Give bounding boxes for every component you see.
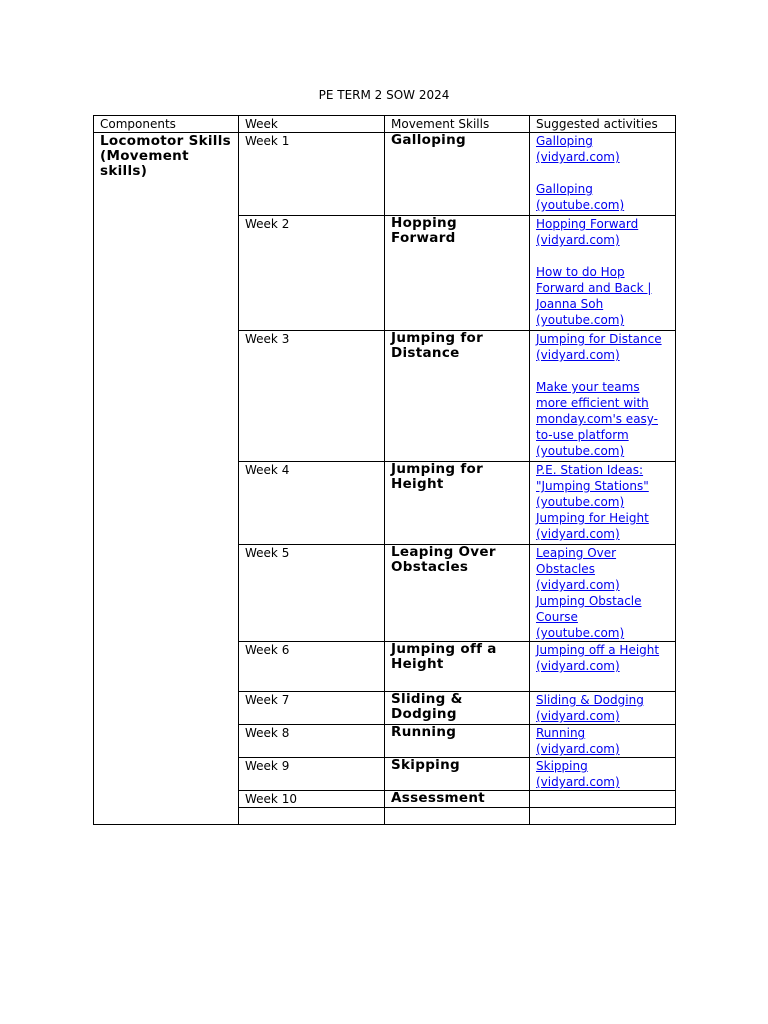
week-cell: Week 1	[239, 133, 385, 216]
activity-link[interactable]: How to do Hop Forward and Back | Joanna Soh (youtube.com)	[536, 265, 652, 327]
week-cell: Week 4	[239, 462, 385, 545]
skill-cell	[385, 216, 530, 331]
activities-cell	[530, 725, 676, 758]
activity-link[interactable]: Galloping (youtube.com)	[536, 182, 625, 212]
skill-label: Sliding & Dodging	[391, 691, 463, 722]
week-cell: Week 8	[239, 725, 385, 758]
skill-label: Galloping	[391, 132, 466, 148]
header-suggested-activities: Suggested activities	[530, 116, 676, 133]
activity-link[interactable]: P.E. Station Ideas: "Jumping Stations" (youtube.com)	[536, 463, 649, 509]
skill-cell-empty	[385, 808, 530, 825]
week-cell: Week 2	[239, 216, 385, 331]
skill-cell	[385, 545, 530, 642]
skill-label: Jumping for Distance	[391, 330, 484, 361]
activity-link[interactable]: Leaping Over Obstacles (vidyard.com)	[536, 546, 620, 592]
activity-link[interactable]: Hopping Forward (vidyard.com)	[536, 217, 639, 247]
activities-cell	[530, 462, 676, 545]
week-cell: Week 3	[239, 331, 385, 462]
table-row	[94, 133, 676, 216]
week-cell: Week 9	[239, 758, 385, 791]
skill-label: Hopping Forward	[391, 215, 457, 246]
activity-link[interactable]: Jumping for Height (vidyard.com)	[536, 511, 649, 541]
activities-cell	[530, 331, 676, 462]
header-movement-skills: Movement Skills	[385, 116, 530, 133]
header-week: Week	[239, 116, 385, 133]
component-label: Locomotor Skills (Movement skills)	[100, 133, 231, 179]
activities-cell	[530, 545, 676, 642]
week-cell: Week 7	[239, 692, 385, 725]
skill-cell	[385, 725, 530, 758]
skill-cell	[385, 331, 530, 462]
activities-cell	[530, 642, 676, 692]
activity-link[interactable]: Running (vidyard.com)	[536, 726, 620, 756]
skill-label: Jumping for Height	[391, 461, 484, 492]
week-cell: Week 6	[239, 642, 385, 692]
week-cell: Week 10	[239, 791, 385, 808]
activity-link[interactable]: Sliding & Dodging (vidyard.com)	[536, 693, 644, 723]
week-cell-empty	[239, 808, 385, 825]
table-header-row	[94, 116, 676, 133]
week-cell: Week 5	[239, 545, 385, 642]
activities-cell	[530, 758, 676, 791]
skill-cell	[385, 133, 530, 216]
activities-cell-empty	[530, 808, 676, 825]
header-components: Components	[94, 116, 239, 133]
skill-label: Skipping	[391, 757, 460, 773]
activity-link[interactable]: Make your teams more efficient with monday.com's easy-to-use platform (youtube.com)	[536, 380, 659, 458]
skill-cell	[385, 758, 530, 791]
skill-cell	[385, 642, 530, 692]
component-cell	[94, 133, 239, 825]
skill-label: Running	[391, 724, 457, 740]
document-title: PE TERM 2 SOW 2024	[318, 88, 450, 102]
activity-link[interactable]: Jumping Obstacle Course (youtube.com)	[536, 594, 642, 640]
activities-cell	[530, 692, 676, 725]
skill-cell	[385, 791, 530, 808]
skill-label: Assessment	[391, 790, 486, 806]
activities-cell	[530, 133, 676, 216]
activities-cell	[530, 791, 676, 808]
activity-link[interactable]: Jumping off a Height (vidyard.com)	[536, 643, 660, 673]
activity-link[interactable]: Galloping (vidyard.com)	[536, 134, 620, 164]
skill-cell	[385, 462, 530, 545]
skill-cell	[385, 692, 530, 725]
activity-link[interactable]: Jumping for Distance (vidyard.com)	[536, 332, 662, 362]
scheme-of-work-table	[93, 115, 676, 825]
activity-link[interactable]: Skipping (vidyard.com)	[536, 759, 620, 789]
skill-label: Jumping off a Height	[391, 641, 497, 672]
activities-cell	[530, 216, 676, 331]
skill-label: Leaping Over Obstacles	[391, 544, 496, 575]
